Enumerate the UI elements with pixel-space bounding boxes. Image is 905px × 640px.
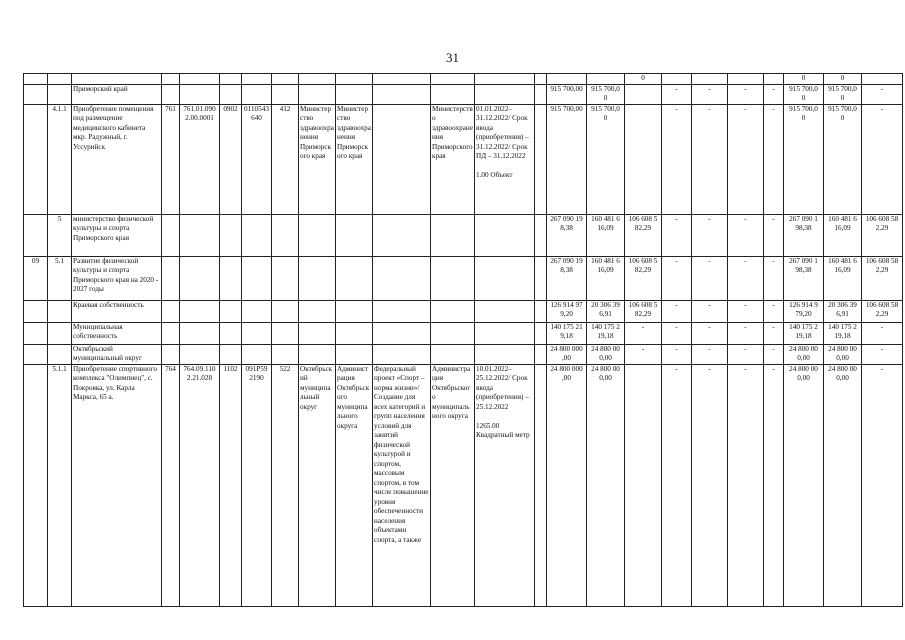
table-cell: - [662,214,692,256]
table-cell: - [764,364,784,606]
table-cell: - [662,84,692,104]
table-cell: Федеральный проект «Спорт – норма жизни»/Создание для всех категорий и групп населения условий для занятий физической культурой и спортом, массовым спортом, в том числе повышение уровня обеспеченности населения объектами спорта, а также [373,364,431,606]
table-cell: 522 [272,364,299,606]
table-cell [336,300,373,322]
table-cell: 1102 [220,364,242,606]
table-cell [535,322,547,344]
table-cell [220,74,242,85]
table-cell: - [764,256,784,300]
table-cell: 915 700,0 0 [784,84,824,104]
table-cell [535,214,547,256]
table-cell [373,256,431,300]
table-cell [220,84,242,104]
table-cell: 140 175 21 9,18 [547,322,587,344]
table-cell: 140 175 2 19,18 [824,322,862,344]
table-cell [180,214,220,256]
table-cell: 126 914 97 9,20 [547,300,587,322]
table-cell: - [764,214,784,256]
table-cell [535,364,547,606]
budget-table [23,73,903,607]
table-cell [220,344,242,364]
table-cell: 20 306 39 6,91 [824,300,862,322]
table-cell [431,300,475,322]
table-cell: 412 [272,104,299,214]
table-cell [535,300,547,322]
table-cell [72,74,162,85]
table-cell: 761 [162,104,180,214]
table-cell: 4.1.1 [48,104,72,214]
table-cell: 267 090 19 8,38 [547,256,587,300]
table-cell [24,300,48,322]
table-cell [272,214,299,256]
table-cell [336,84,373,104]
table-cell: 106 608 5 82,29 [625,214,662,256]
table-cell [220,300,242,322]
table-cell: Приобретение спортивного комплекса "Олимпиец", с. Покровка, ул. Карла Маркса, 65 а. [72,364,162,606]
table-cell [162,214,180,256]
table-row [24,74,903,85]
table-cell: 160 481 6 16,09 [587,256,625,300]
page-number: 31 [446,50,459,65]
table-cell: 267 090 1 98,38 [784,256,824,300]
table-cell [272,84,299,104]
table-cell: - [692,256,728,300]
table-cell [336,322,373,344]
table-cell: - [728,344,764,364]
table-cell [535,344,547,364]
table-cell: - [728,214,764,256]
table-cell: - [764,344,784,364]
table-cell [24,344,48,364]
table-row [24,214,903,256]
table-cell [547,74,587,85]
table-cell [373,300,431,322]
table-cell [24,74,48,85]
table-cell [535,256,547,300]
table-cell [220,322,242,344]
table-cell [373,84,431,104]
table-cell: - [764,322,784,344]
table-cell [336,74,373,85]
table-cell: - [692,344,728,364]
table-cell: Министерство здравоохранения Приморского края [299,104,336,214]
table-cell: - [862,84,903,104]
table-cell [373,322,431,344]
table-cell: 915 700,00 [547,104,587,214]
table-cell: 160 481 6 16,09 [824,214,862,256]
table-cell: - [728,104,764,214]
table-cell [162,344,180,364]
table-cell [242,344,272,364]
table-row [24,84,903,104]
table-cell: 140 175 2 19,18 [587,322,625,344]
table-cell: Октябрьский муниципальный округ [72,344,162,364]
table-cell [24,322,48,344]
table-cell [162,322,180,344]
table-cell [431,256,475,300]
table-cell: - [692,214,728,256]
table-cell [475,74,535,85]
table-cell [475,84,535,104]
table-cell: 24 800 00 0,00 [587,344,625,364]
table-cell: 106 608 5 82,29 [625,256,662,300]
table-cell: 24 800 00 0,00 [784,344,824,364]
table-cell: Краевая собственность [72,300,162,322]
table-cell [587,74,625,85]
table-cell: 0 [784,74,824,85]
table-cell: 091Р59 2190 [242,364,272,606]
table-cell [272,322,299,344]
table-cell [162,74,180,85]
table-cell [431,214,475,256]
table-cell: - [728,322,764,344]
table-cell [299,344,336,364]
table-cell [299,300,336,322]
table-cell: - [764,84,784,104]
table-cell [24,214,48,256]
table-cell [475,300,535,322]
table-cell [242,300,272,322]
table-cell: 915 700,0 0 [824,104,862,214]
table-cell [272,344,299,364]
table-cell [431,74,475,85]
table-cell [373,344,431,364]
table-cell: 24 800 00 0,00 [784,364,824,606]
table-cell: - [625,322,662,344]
table-cell: 160 481 6 16,09 [587,214,625,256]
table-cell [180,256,220,300]
table-cell [299,256,336,300]
table-cell: 24 800 00 0,00 [587,364,625,606]
table-cell: 5 [48,214,72,256]
table-cell [242,74,272,85]
table-cell: Министерство здравоохранения Приморского края [336,104,373,214]
table-cell: 761.01.090 2.00.0001 [180,104,220,214]
table-cell [180,84,220,104]
table-cell [336,344,373,364]
table-row [24,104,903,214]
table-row [24,364,903,606]
table-cell [48,344,72,364]
table-cell [180,300,220,322]
table-cell: Приморский край [72,84,162,104]
table-cell: 915 700,0 0 [784,104,824,214]
table-cell [475,256,535,300]
table-row [24,300,903,322]
table-cell: 160 481 6 16,09 [824,256,862,300]
table-cell [373,74,431,85]
table-cell [336,256,373,300]
table-cell [162,84,180,104]
table-cell [220,214,242,256]
table-cell: - [692,104,728,214]
table-cell: - [692,300,728,322]
table-cell: - [862,364,903,606]
table-cell: - [662,256,692,300]
table-cell [535,74,547,85]
table-cell: 267 090 19 8,38 [547,214,587,256]
table-cell: 764 [162,364,180,606]
table-cell: 0902 [220,104,242,214]
table-cell [162,300,180,322]
table-cell: 01.01.2022– 31.12.2022/ Срок ввода (приобретения) – 31.12.2022/ Срок ПД – 31.12.2022 1.00 Объект [475,104,535,214]
table-cell [48,74,72,85]
table-cell [24,104,48,214]
table-cell: - [625,344,662,364]
table-cell [299,74,336,85]
table-cell: - [764,300,784,322]
table-cell: - [728,364,764,606]
table-cell: - [662,344,692,364]
table-cell: - [764,104,784,214]
table-cell [535,104,547,214]
table-cell: - [728,256,764,300]
table-cell [48,300,72,322]
table-cell: - [862,344,903,364]
table-cell [625,84,662,104]
table-cell: 915 700,00 [547,84,587,104]
table-cell: - [862,322,903,344]
table-cell [535,84,547,104]
table-cell [475,214,535,256]
table-cell [373,214,431,256]
table-cell: Администрация Октябрьского муниципального округа [431,364,475,606]
table-cell: 106 608 58 2,29 [862,300,903,322]
table-cell: 267 090 1 98,38 [784,214,824,256]
table-cell [272,256,299,300]
table-cell [728,74,764,85]
table-cell: 0110543 640 [242,104,272,214]
table-cell [862,74,903,85]
table-cell [242,84,272,104]
table-cell [180,344,220,364]
table-cell [373,104,431,214]
table-cell [180,322,220,344]
table-cell [220,256,242,300]
table-cell: 0 [824,74,862,85]
table-cell: 915 700,0 0 [824,84,862,104]
table-cell [475,322,535,344]
table-cell [242,322,272,344]
table-cell: 20 306 39 6,91 [587,300,625,322]
table-cell [475,344,535,364]
table-cell: 106 608 58 2,29 [862,214,903,256]
table-cell: 24 800 000 ,00 [547,344,587,364]
table-cell [299,322,336,344]
table-cell [625,364,662,606]
table-cell: 915 700,0 0 [587,104,625,214]
table-cell: министерство физической культуры и спорта Приморского края [72,214,162,256]
table-row [24,322,903,344]
table-cell [692,74,728,85]
table-cell [299,214,336,256]
table-cell [764,74,784,85]
table-cell [242,214,272,256]
table-cell: - [692,322,728,344]
table-cell: 5.1 [48,256,72,300]
table-cell: - [862,104,903,214]
table-cell: 126 914 9 79,20 [784,300,824,322]
table-cell: 764.09.110 2.21.028 [180,364,220,606]
table-row [24,344,903,364]
table-cell [625,104,662,214]
table-cell: 09 [24,256,48,300]
table-cell: - [662,364,692,606]
table-cell: Развитие физической культуры и спорта Приморского края на 2020 - 2027 годы [72,256,162,300]
table-cell: Администрация Октябрьского муниципального округа [336,364,373,606]
table-cell: 5.1.1 [48,364,72,606]
table-cell: Муниципальная собственность [72,322,162,344]
table-cell: 24 800 00 0,00 [824,344,862,364]
table-cell [299,84,336,104]
table-cell: Октябрьский муниципальный округ [299,364,336,606]
table-cell [48,322,72,344]
table-cell: - [662,104,692,214]
table-cell: - [692,84,728,104]
table-cell: 106 608 58 2,29 [862,256,903,300]
table-cell: Приобретение помещения под размещение медицинского кабинета мкр. Радужный, г. Уссурийск [72,104,162,214]
table-cell [180,74,220,85]
table-cell [24,364,48,606]
table-cell: 10.01.2022– 25.12.2022/ Срок ввода (приобретения) – 25.12.2022 1265.00 Квадратный метр [475,364,535,606]
table-cell: 24 800 00 0,00 [824,364,862,606]
table-cell: 106 608 5 82,29 [625,300,662,322]
table-cell [662,74,692,85]
table-cell: - [662,322,692,344]
table-cell [242,256,272,300]
table-cell: - [692,364,728,606]
table-cell [48,84,72,104]
table-cell [272,74,299,85]
table-cell: 0 [625,74,662,85]
table-cell: - [728,84,764,104]
table-cell [431,84,475,104]
table-cell: 915 700,0 0 [587,84,625,104]
table-cell: - [728,300,764,322]
table-cell [162,256,180,300]
table-row [24,256,903,300]
table-cell [24,84,48,104]
table-cell: 140 175 2 19,18 [784,322,824,344]
table-cell [431,322,475,344]
table-cell [272,300,299,322]
table-cell: - [662,300,692,322]
table-cell [431,344,475,364]
table-cell: Министерство здравоохранения Приморского края [431,104,475,214]
table-cell: 24 800 000 ,00 [547,364,587,606]
table-cell [336,214,373,256]
